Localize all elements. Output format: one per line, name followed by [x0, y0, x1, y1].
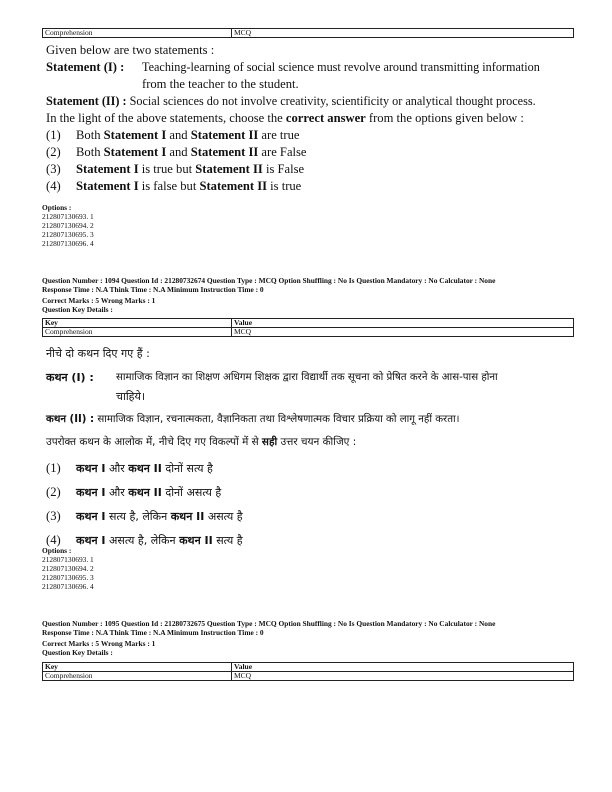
table-cell-value: MCQ	[232, 29, 574, 38]
answer-choice[interactable]	[46, 178, 586, 195]
instruction-emphasis: सही	[261, 436, 278, 448]
instruction-text: उपरोक्त कथन के आलोक में, नीचे दिए गए विकल्पों में से	[46, 436, 262, 448]
statement-ref: कथन II	[179, 534, 213, 547]
table-cell-key: Comprehension	[43, 29, 232, 38]
options-block-1093	[42, 203, 94, 248]
answer-choice-text: असत्य है	[204, 510, 243, 523]
top-key-value-table	[42, 28, 574, 38]
option-id[interactable]: 212807130695. 3	[42, 230, 94, 239]
answer-choice-text: दोनों असत्य है	[161, 486, 222, 499]
question-1094-body	[46, 346, 586, 556]
answer-choice[interactable]	[46, 484, 586, 508]
table-cell-value: MCQ	[232, 672, 574, 681]
statement-2-text: Social sciences do not involve creativity, scientificity or analytical thought process.	[129, 94, 536, 108]
statement-ref: Statement I	[103, 145, 167, 159]
question-meta-line: Question Number : 1094 Question Id : 21280732674 Question Type : MCQ Option Shuffling : No Is Question Mandatory : No Calculator : None	[42, 276, 496, 285]
table-header-value: Value	[232, 319, 574, 328]
statement-ref: Statement II	[199, 179, 267, 193]
instruction-text-end: from the options given below :	[365, 111, 524, 125]
answer-choice-text: is false but	[138, 179, 200, 193]
answer-choices	[46, 460, 586, 556]
table-header-key: Key	[43, 663, 232, 672]
answer-choice[interactable]	[46, 144, 586, 161]
table-row	[43, 29, 574, 38]
answer-choice-text: दोनों सत्य है	[161, 462, 213, 475]
option-id[interactable]: 212807130694. 2	[42, 221, 94, 230]
answer-choice-number: (1)	[46, 461, 61, 475]
table-cell-key: Comprehension	[43, 328, 232, 337]
statement-ref: कथन I	[76, 486, 106, 499]
statement-1-label: Statement (I) :	[46, 60, 125, 74]
instruction-emphasis: correct answer	[285, 111, 366, 125]
statement-1-line-1: Teaching-learning of social science must revolve around transmitting information	[142, 60, 540, 74]
question-1094-meta	[42, 276, 582, 314]
statement-2	[46, 93, 586, 110]
statement-ref: कथन II	[128, 486, 162, 499]
statement-ref: कथन II	[170, 510, 205, 523]
options-label: Options :	[42, 203, 72, 212]
statement-ref: Statement I	[76, 162, 139, 176]
answer-choice[interactable]	[46, 508, 586, 532]
statement-ref: Statement II	[190, 128, 259, 142]
answer-choice-text: Both	[76, 145, 104, 159]
marks-line: Correct Marks : 5 Wrong Marks : 1	[42, 296, 156, 305]
answer-choice-number: (1)	[46, 128, 61, 142]
answer-choice-number: (4)	[46, 179, 61, 193]
answer-choice-text: सत्य है	[212, 534, 243, 547]
answer-choice-text: असत्य है, लेकिन	[105, 534, 180, 547]
question-1095-meta	[42, 619, 582, 657]
answer-choice-text: Both	[76, 128, 104, 142]
answer-choice-text: are true	[258, 128, 300, 142]
options-block-1094	[42, 546, 94, 591]
statement-1-line-2: from the teacher to the student.	[142, 77, 299, 91]
statement-1	[46, 368, 586, 412]
statement-ref: Statement I	[76, 179, 139, 193]
statement-ref: कथन I	[76, 462, 106, 475]
answer-choice[interactable]	[46, 460, 586, 484]
table-header-row	[43, 319, 574, 328]
statement-ref: Statement I	[103, 128, 167, 142]
statement-2-text: सामाजिक विज्ञान, रचनात्मकता, वैज्ञानिकता तथा विश्लेषणात्मक विचार प्रक्रिया को लागू नहीं करता।	[97, 414, 460, 425]
statement-1-line-1: सामाजिक विज्ञान का शिक्षण अधिगम शिक्षक द्वारा विद्यार्थी तक सूचना को प्रेषित करने के आस-पास होना	[116, 372, 498, 383]
answer-choice-text: is False	[262, 162, 305, 176]
statement-1	[46, 59, 586, 93]
table-cell-value: MCQ	[232, 328, 574, 337]
option-id[interactable]: 212807130693. 1	[42, 555, 94, 564]
statement-2-label: Statement (II) :	[46, 94, 127, 108]
question-meta-line: Question Number : 1095 Question Id : 21280732675 Question Type : MCQ Option Shuffling : No Is Question Mandatory : No Calculator : None	[42, 619, 496, 628]
option-id[interactable]: 212807130696. 4	[42, 582, 94, 591]
key-details-label: Question Key Details :	[42, 648, 113, 657]
question-1095-key-table	[42, 662, 574, 681]
statement-ref: कथन I	[76, 534, 106, 547]
answer-choice-text: is true but	[138, 162, 196, 176]
question-intro: नीचे दो कथन दिए गए हैं :	[46, 347, 150, 360]
statement-ref: Statement II	[190, 145, 259, 159]
answer-choice-text: और	[105, 486, 129, 499]
statement-ref: कथन II	[128, 462, 162, 475]
option-id[interactable]: 212807130695. 3	[42, 573, 94, 582]
table-row	[43, 672, 574, 681]
question-meta-line: Response Time : N.A Think Time : N.A Minimum Instruction Time : 0	[42, 628, 264, 637]
option-id[interactable]: 212807130693. 1	[42, 212, 94, 221]
question-instruction	[46, 434, 586, 460]
question-intro: Given below are two statements :	[46, 43, 215, 57]
answer-choice-text: is true	[267, 179, 302, 193]
answer-choice-number: (3)	[46, 162, 61, 176]
answer-choice[interactable]	[46, 127, 586, 144]
answer-choice-number: (4)	[46, 533, 61, 547]
table-cell-key: Comprehension	[43, 672, 232, 681]
statement-1-line-2: चाहिये।	[116, 390, 146, 403]
statement-ref: कथन I	[76, 510, 106, 523]
answer-choice[interactable]	[46, 161, 586, 178]
answer-choice-number: (2)	[46, 145, 61, 159]
instruction-text: In the light of the above statements, choose the	[46, 111, 286, 125]
answer-choice-text: and	[166, 128, 191, 142]
key-details-label: Question Key Details :	[42, 305, 113, 314]
marks-line: Correct Marks : 5 Wrong Marks : 1	[42, 639, 156, 648]
statement-2-label: कथन (II) :	[46, 414, 95, 425]
answer-choices	[46, 127, 586, 195]
instruction-text-end: उत्तर चयन कीजिए :	[277, 436, 357, 448]
answer-choice-text: and	[166, 145, 191, 159]
answer-choice-text: और	[105, 462, 129, 475]
table-header-row	[43, 663, 574, 672]
option-id[interactable]: 212807130696. 4	[42, 239, 94, 248]
question-meta-line: Response Time : N.A Think Time : N.A Minimum Instruction Time : 0	[42, 285, 264, 294]
statement-1-label: कथन (I) :	[46, 371, 94, 384]
answer-choice-number: (2)	[46, 485, 61, 499]
table-header-key: Key	[43, 319, 232, 328]
question-1094-key-table	[42, 318, 574, 337]
statement-2	[46, 412, 586, 434]
question-instruction	[46, 110, 586, 127]
question-1093-body	[46, 42, 586, 195]
statement-ref: Statement II	[195, 162, 263, 176]
answer-choice-number: (3)	[46, 509, 61, 523]
answer-choice[interactable]	[46, 532, 586, 556]
answer-choice-text: are False	[258, 145, 307, 159]
option-id[interactable]: 212807130694. 2	[42, 564, 94, 573]
table-header-value: Value	[232, 663, 574, 672]
table-row	[43, 328, 574, 337]
answer-choice-text: सत्य है, लेकिन	[105, 510, 171, 523]
options-label: Options :	[42, 546, 72, 555]
